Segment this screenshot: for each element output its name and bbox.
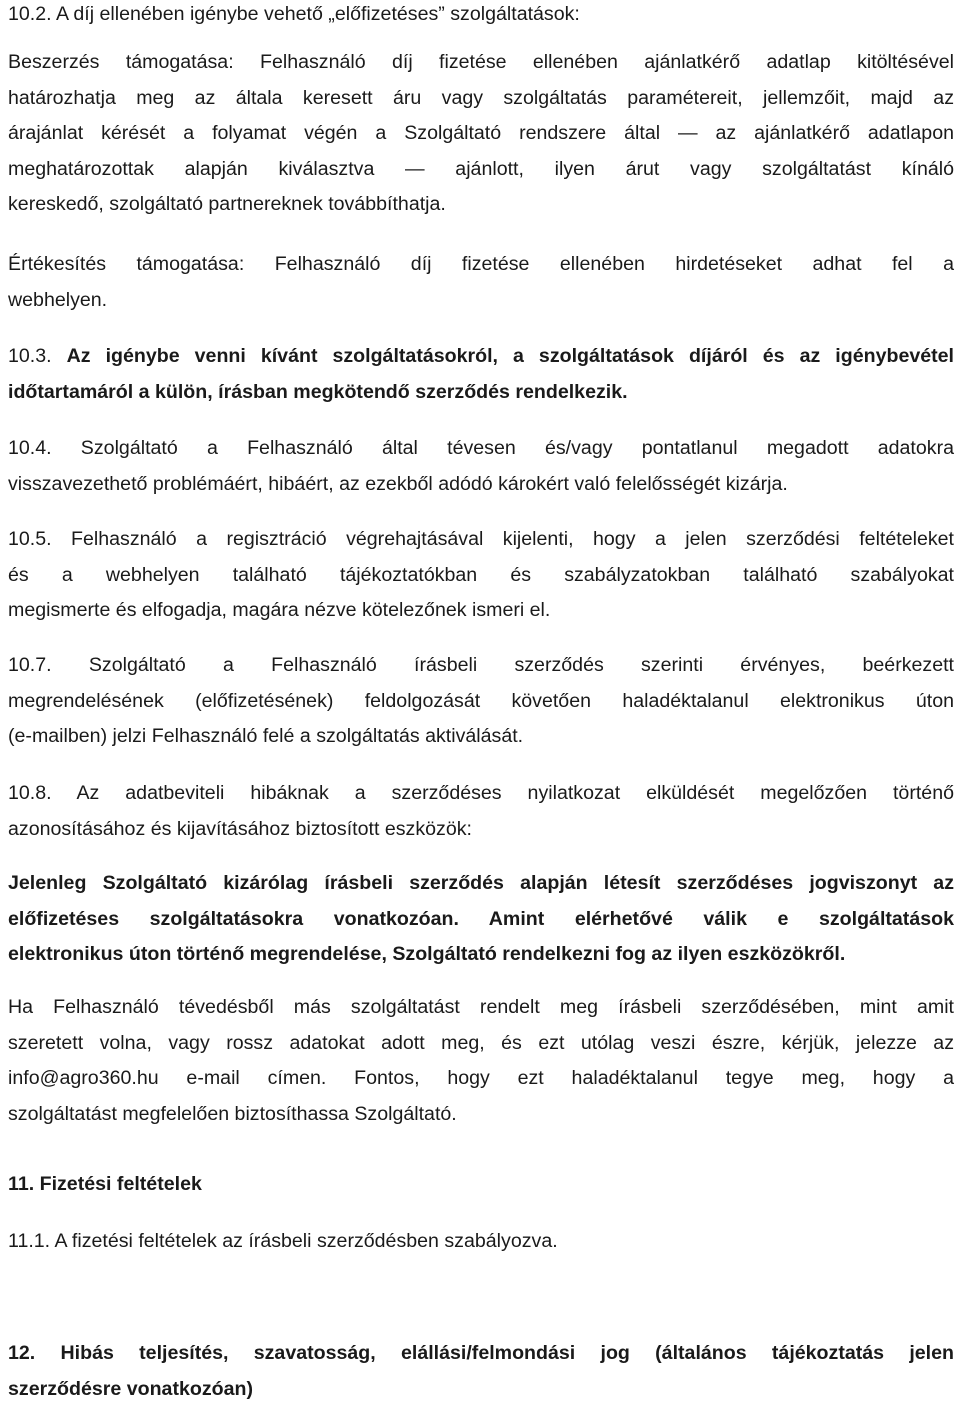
paragraph-line: Beszerzés támogatása: Felhasználó díj fizetése ellenében ajánlatkérő adatlap kitöltésével <box>8 45 954 81</box>
section-10-5 <box>8 522 954 629</box>
paragraph-line: 10.5. Felhasználó a regisztráció végrehajtásával kijelenti, hogy a jelen szerződési feltételeket <box>8 522 954 558</box>
heading-line: 11. Fizetési feltételek <box>8 1167 954 1203</box>
section-10-2-paragraph-sales-support <box>8 247 954 318</box>
paragraph-line: megrendelésének (előfizetésének) feldolgozását követően haladéktalanul elektronikus úton <box>8 684 954 720</box>
section-number: 10.3. <box>8 345 52 367</box>
section-10-3 <box>8 339 954 410</box>
paragraph-line: 11.1. A fizetési feltételek az írásbeli szerződésben szabályozva. <box>8 1224 954 1260</box>
section-10-2-heading <box>8 0 954 33</box>
section-10-8 <box>8 776 954 847</box>
section-10-7 <box>8 648 954 755</box>
paragraph-line: előfizetéses szolgáltatásokra vonatkozóan. Amint elérhetővé válik e szolgáltatások <box>8 902 954 938</box>
section-10-4 <box>8 431 954 502</box>
section-11-1 <box>8 1224 954 1260</box>
heading-line: 12. Hibás teljesítés, szavatosság, elállási/felmondási jog (általános tájékoztatás jelen <box>8 1336 954 1372</box>
paragraph-line: határozhatja meg az általa keresett áru vagy szolgáltatás paramétereit, jellemzőit, majd az <box>8 81 954 117</box>
paragraph-line: szolgáltatást megfelelően biztosíthassa Szolgáltató. <box>8 1097 954 1133</box>
paragraph-line: elektronikus úton történő megrendelése, Szolgáltató rendelkezni fog az ilyen eszközökről. <box>8 937 954 973</box>
paragraph-line: azonosításához és kijavításához biztosított eszközök: <box>8 812 954 848</box>
paragraph-line: 10.4. Szolgáltató a Felhasználó által tévesen és/vagy pontatlanul megadott adatokra <box>8 431 954 467</box>
paragraph-line: Jelenleg Szolgáltató kizárólag írásbeli szerződés alapján létesít szerződéses jogviszonyt az <box>8 866 954 902</box>
paragraph-line: info@agro360.hu e-mail címen. Fontos, hogy ezt haladéktalanul tegye meg, hogy a <box>8 1061 954 1097</box>
paragraph-line: árajánlat kérését a folyamat végén a Szolgáltató rendszere által — az ajánlatkérő adatlapon <box>8 116 954 152</box>
section-10-8-contact-paragraph <box>8 990 954 1132</box>
section-text: Az igénybe venni kívánt szolgáltatásokról, a szolgáltatások díjáról és az igénybevétel <box>67 345 954 367</box>
paragraph-line: és a webhelyen található tájékoztatókban és szabályzatokban található szabályokat <box>8 558 954 594</box>
heading-line: szerződésre vonatkozóan) <box>8 1372 954 1407</box>
paragraph-line: megismerte és elfogadja, magára nézve kötelezőnek ismeri el. <box>8 593 954 629</box>
section-10-2-paragraph-purchase-support <box>8 45 954 223</box>
paragraph-line: meghatározottak alapján kiválasztva — ajánlott, ilyen árut vagy szolgáltatást kínáló <box>8 152 954 188</box>
paragraph-line: szeretett volna, vagy rossz adatokat adott meg, és ezt utólag veszi észre, kérjük, jelezze az <box>8 1026 954 1062</box>
paragraph-line: időtartamáról a külön, írásban megkötendő szerződés rendelkezik. <box>8 375 954 411</box>
paragraph-line: 10.7. Szolgáltató a Felhasználó írásbeli szerződés szerinti érvényes, beérkezett <box>8 648 954 684</box>
paragraph-line: Értékesítés támogatása: Felhasználó díj fizetése ellenében hirdetéseket adhat fel a <box>8 247 954 283</box>
section-10-8-bold-paragraph <box>8 866 954 973</box>
heading-line: 10.2. A díj ellenében igénybe vehető „előfizetéses” szolgáltatások: <box>8 0 954 33</box>
section-12-heading <box>8 1336 954 1407</box>
paragraph-line: webhelyen. <box>8 283 954 319</box>
paragraph-line <box>8 339 954 375</box>
section-11-heading <box>8 1167 954 1203</box>
paragraph-line: 10.8. Az adatbeviteli hibáknak a szerződéses nyilatkozat elküldését megelőzően történő <box>8 776 954 812</box>
paragraph-line: (e-mailben) jelzi Felhasználó felé a szolgáltatás aktiválását. <box>8 719 954 755</box>
paragraph-line: Ha Felhasználó tévedésből más szolgáltatást rendelt meg írásbeli szerződésében, mint amit <box>8 990 954 1026</box>
paragraph-line: kereskedő, szolgáltató partnereknek továbbíthatja. <box>8 187 954 223</box>
paragraph-line: visszavezethető problémáért, hibáért, az ezekből adódó károkért való felelősségét kizárja. <box>8 467 954 503</box>
